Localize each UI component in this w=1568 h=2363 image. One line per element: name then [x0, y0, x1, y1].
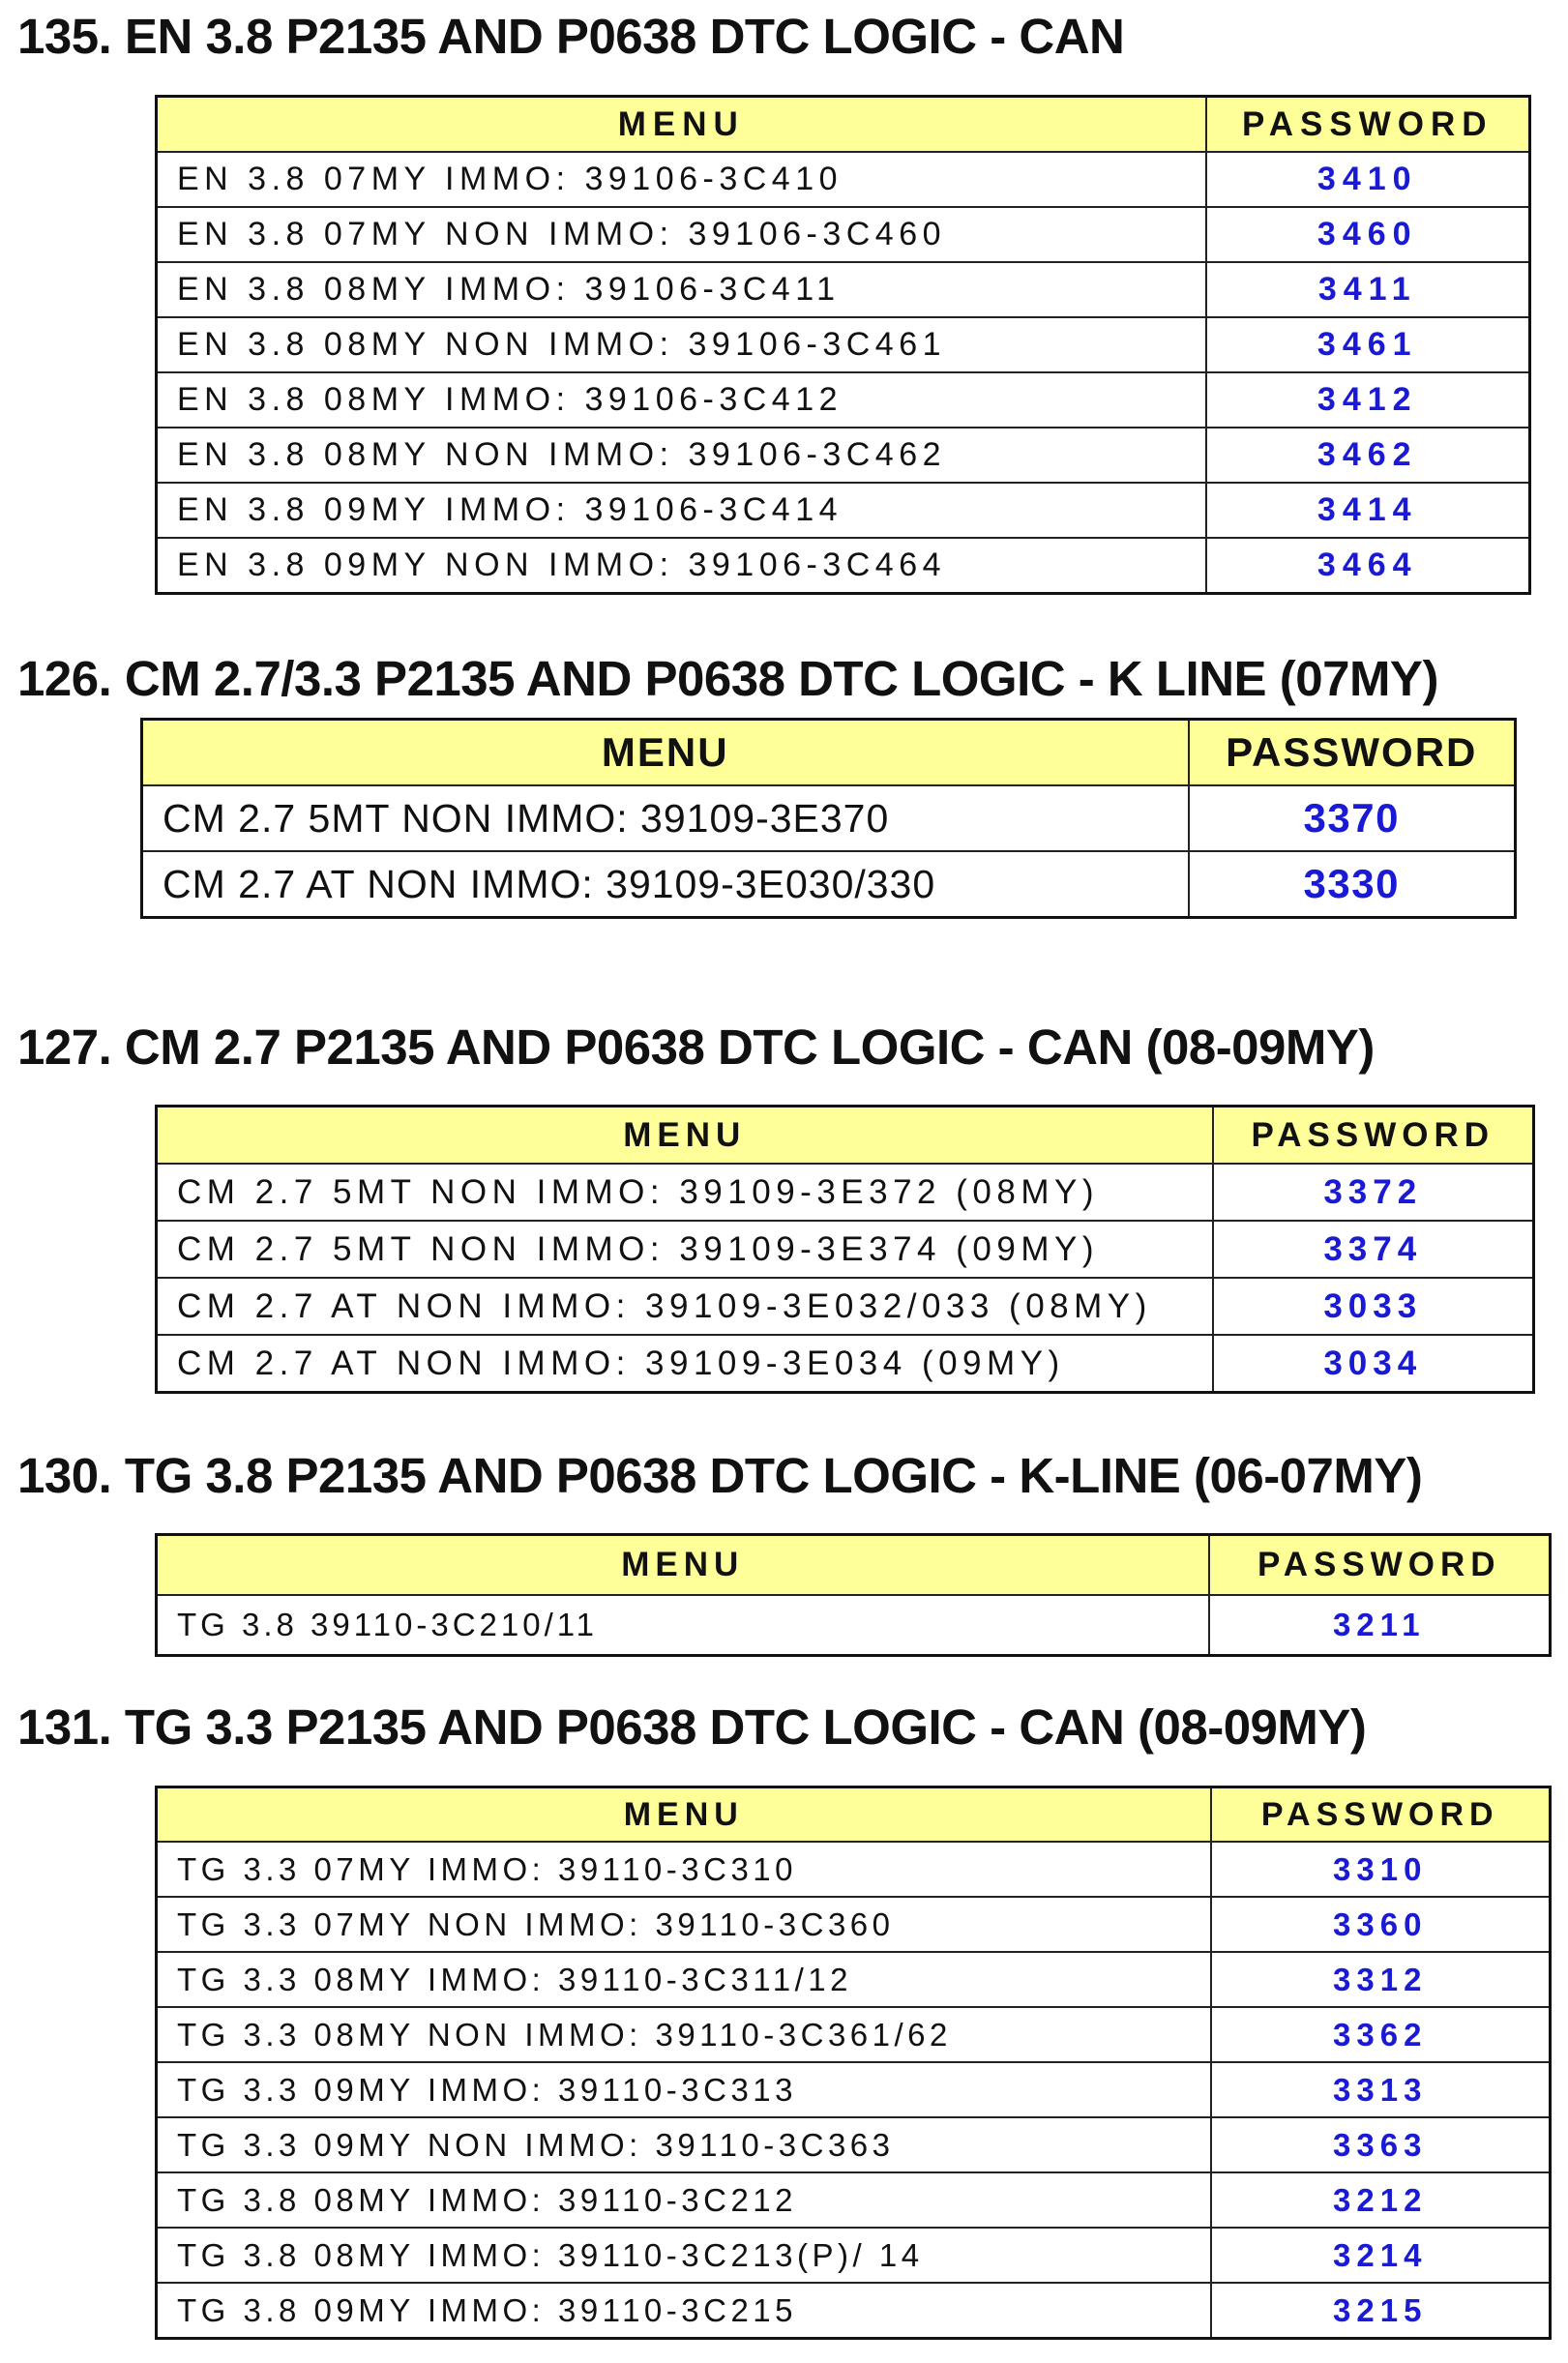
password-cell: 3033	[1213, 1278, 1534, 1335]
password-cell: 3461	[1206, 317, 1530, 372]
password-cell: 3313	[1211, 2062, 1551, 2117]
password-table	[155, 1533, 1552, 1657]
table-row	[157, 2007, 1551, 2062]
password-cell: 3372	[1213, 1164, 1534, 1221]
password-cell: 3374	[1213, 1221, 1534, 1278]
table-row	[157, 1897, 1551, 1952]
table-row	[157, 1595, 1551, 1656]
password-cell: 3414	[1206, 483, 1530, 538]
password-table	[155, 95, 1531, 595]
table-row	[157, 1278, 1534, 1335]
menu-header: MENU	[157, 1787, 1211, 1843]
menu-header: MENU	[142, 720, 1189, 786]
table-row	[142, 851, 1516, 918]
password-header: PASSWORD	[1213, 1107, 1534, 1165]
password-header: PASSWORD	[1209, 1535, 1551, 1596]
table-header-row	[142, 720, 1516, 786]
password-header: PASSWORD	[1206, 97, 1530, 153]
table-row	[157, 1221, 1534, 1278]
menu-cell: EN 3.8 07MY IMMO: 39106-3C410	[157, 152, 1206, 207]
password-table	[155, 1786, 1552, 2340]
table-row	[157, 317, 1530, 372]
menu-cell: CM 2.7 AT NON IMMO: 39109-3E034 (09MY)	[157, 1335, 1213, 1393]
password-cell: 3412	[1206, 372, 1530, 428]
table-row	[157, 1164, 1534, 1221]
table-row	[142, 785, 1516, 851]
password-cell: 3462	[1206, 428, 1530, 483]
table-row	[157, 428, 1530, 483]
password-cell: 3214	[1211, 2228, 1551, 2283]
menu-cell: TG 3.3 09MY NON IMMO: 39110-3C363	[157, 2117, 1211, 2172]
table-header-row	[157, 97, 1530, 153]
password-cell: 3362	[1211, 2007, 1551, 2062]
table-header-row	[157, 1107, 1534, 1165]
menu-header: MENU	[157, 1107, 1213, 1165]
menu-cell: CM 2.7 5MT NON IMMO: 39109-3E370	[142, 785, 1189, 851]
menu-cell: EN 3.8 08MY NON IMMO: 39106-3C462	[157, 428, 1206, 483]
section-title: 135. EN 3.8 P2135 AND P0638 DTC LOGIC - CAN	[17, 9, 1125, 64]
table-row	[157, 262, 1530, 317]
table-header-row	[157, 1787, 1551, 1843]
password-cell: 3411	[1206, 262, 1530, 317]
table-row	[157, 2172, 1551, 2228]
table-row	[157, 538, 1530, 594]
table-header-row	[157, 1535, 1551, 1596]
password-cell: 3034	[1213, 1335, 1534, 1393]
section-title: 131. TG 3.3 P2135 AND P0638 DTC LOGIC - CAN (08-09MY)	[17, 1699, 1367, 1755]
password-header: PASSWORD	[1211, 1787, 1551, 1843]
table-row	[157, 483, 1530, 538]
password-cell: 3310	[1211, 1842, 1551, 1897]
section-title: 126. CM 2.7/3.3 P2135 AND P0638 DTC LOGIC - K LINE (07MY)	[17, 651, 1438, 706]
menu-cell: EN 3.8 08MY IMMO: 39106-3C412	[157, 372, 1206, 428]
password-cell: 3211	[1209, 1595, 1551, 1656]
table-row	[157, 152, 1530, 207]
menu-cell: TG 3.8 08MY IMMO: 39110-3C213(P)/ 14	[157, 2228, 1211, 2283]
menu-cell: TG 3.3 07MY NON IMMO: 39110-3C360	[157, 1897, 1211, 1952]
table-row	[157, 1952, 1551, 2007]
password-cell: 3370	[1189, 785, 1516, 851]
password-table	[155, 1105, 1535, 1394]
password-cell: 3312	[1211, 1952, 1551, 2007]
password-cell: 3363	[1211, 2117, 1551, 2172]
section-title: 130. TG 3.8 P2135 AND P0638 DTC LOGIC - K-LINE (06-07MY)	[17, 1448, 1423, 1503]
password-cell: 3212	[1211, 2172, 1551, 2228]
menu-cell: EN 3.8 08MY IMMO: 39106-3C411	[157, 262, 1206, 317]
table-row	[157, 2062, 1551, 2117]
menu-cell: CM 2.7 5MT NON IMMO: 39109-3E372 (08MY)	[157, 1164, 1213, 1221]
menu-cell: TG 3.8 39110-3C210/11	[157, 1595, 1209, 1656]
menu-cell: EN 3.8 09MY IMMO: 39106-3C414	[157, 483, 1206, 538]
section-title: 127. CM 2.7 P2135 AND P0638 DTC LOGIC - CAN (08-09MY)	[17, 1019, 1375, 1075]
menu-cell: TG 3.8 08MY IMMO: 39110-3C212	[157, 2172, 1211, 2228]
menu-cell: TG 3.8 09MY IMMO: 39110-3C215	[157, 2283, 1211, 2339]
menu-cell: TG 3.3 09MY IMMO: 39110-3C313	[157, 2062, 1211, 2117]
table-row	[157, 2117, 1551, 2172]
menu-cell: EN 3.8 08MY NON IMMO: 39106-3C461	[157, 317, 1206, 372]
menu-header: MENU	[157, 1535, 1209, 1596]
password-header: PASSWORD	[1189, 720, 1516, 786]
menu-cell: TG 3.3 08MY IMMO: 39110-3C311/12	[157, 1952, 1211, 2007]
menu-cell: TG 3.3 07MY IMMO: 39110-3C310	[157, 1842, 1211, 1897]
menu-cell: EN 3.8 07MY NON IMMO: 39106-3C460	[157, 207, 1206, 262]
table-row	[157, 1842, 1551, 1897]
password-cell: 3460	[1206, 207, 1530, 262]
menu-cell: EN 3.8 09MY NON IMMO: 39106-3C464	[157, 538, 1206, 594]
table-row	[157, 2283, 1551, 2339]
menu-cell: CM 2.7 AT NON IMMO: 39109-3E032/033 (08MY)	[157, 1278, 1213, 1335]
password-cell: 3464	[1206, 538, 1530, 594]
table-row	[157, 1335, 1534, 1393]
table-row	[157, 2228, 1551, 2283]
password-cell: 3360	[1211, 1897, 1551, 1952]
menu-cell: CM 2.7 5MT NON IMMO: 39109-3E374 (09MY)	[157, 1221, 1213, 1278]
password-cell: 3215	[1211, 2283, 1551, 2339]
password-cell: 3410	[1206, 152, 1530, 207]
menu-cell: TG 3.3 08MY NON IMMO: 39110-3C361/62	[157, 2007, 1211, 2062]
table-row	[157, 207, 1530, 262]
password-cell: 3330	[1189, 851, 1516, 918]
table-row	[157, 372, 1530, 428]
menu-header: MENU	[157, 97, 1206, 153]
menu-cell: CM 2.7 AT NON IMMO: 39109-3E030/330	[142, 851, 1189, 918]
password-table	[140, 718, 1517, 919]
